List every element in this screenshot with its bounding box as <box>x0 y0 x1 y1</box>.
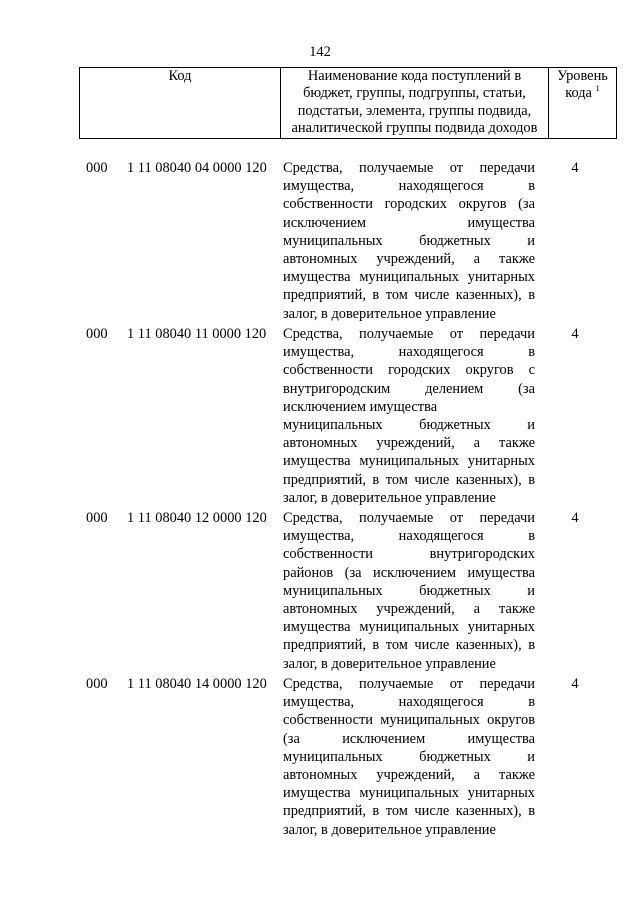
description-line: имущества, находящегося в <box>283 694 535 711</box>
admin-code: 000 <box>86 160 108 176</box>
description-line: автономных учреждений, а также <box>283 435 535 452</box>
header-name-line: аналитической группы подвида доходов <box>291 120 538 137</box>
description-line: залог, в доверительное управление <box>283 655 496 672</box>
description-line: залог, в доверительное управление <box>283 305 496 322</box>
description-line: предприятий, в том числе казенных), в <box>283 471 535 488</box>
description-line: Средства, получаемые от передачи <box>283 676 535 692</box>
code-level: 4 <box>571 326 579 342</box>
description-line: имущества муниципальных унитарных <box>283 619 535 636</box>
header-name-line: подстатьи, элемента, группы подвида, <box>297 102 532 119</box>
header-level-line-2 <box>549 85 616 102</box>
description-line: собственности внутригородских <box>283 546 535 563</box>
description-line: имущества, находящегося в <box>283 344 535 361</box>
description-line: Средства, получаемые от передачи <box>283 160 535 176</box>
header-code-column: Код <box>168 68 192 84</box>
description-line: имущества муниципальных унитарных <box>283 453 535 470</box>
description-line: Средства, получаемые от передачи <box>283 510 535 526</box>
description-line: залог, в доверительное управление <box>283 821 496 838</box>
description-line: (за исключением имущества <box>283 730 535 747</box>
header-level-label: кода <box>565 85 592 102</box>
admin-code: 000 <box>86 510 108 526</box>
budget-classification-code: 1 11 08040 14 0000 120 <box>127 676 267 692</box>
description-line: муниципальных бюджетных и <box>283 232 535 249</box>
description-line: собственности муниципальных округов <box>283 712 535 729</box>
description-line: имущества муниципальных унитарных <box>283 785 535 802</box>
table-header <box>79 67 617 139</box>
page-number: 142 <box>309 44 331 60</box>
description-line: предприятий, в том числе казенных), в <box>283 287 535 304</box>
budget-classification-code: 1 11 08040 11 0000 120 <box>127 326 267 342</box>
description-line: внутригородским делением (за <box>283 380 535 397</box>
description-line: Средства, получаемые от передачи <box>283 326 535 342</box>
description-line: автономных учреждений, а также <box>283 767 535 783</box>
footnote-marker: 1 <box>595 83 600 94</box>
description-line: исключением имущества <box>283 214 535 231</box>
code-level: 4 <box>571 160 579 176</box>
header-name-line: Наименование кода поступлений в <box>307 68 522 84</box>
header-level-column <box>548 68 616 138</box>
code-level: 4 <box>571 676 579 692</box>
description-line: имущества, находящегося в <box>283 528 535 545</box>
header-name-column <box>280 68 548 138</box>
description-line: муниципальных бюджетных и <box>283 417 535 433</box>
description-line: предприятий, в том числе казенных), в <box>283 803 535 820</box>
budget-classification-code: 1 11 08040 12 0000 120 <box>127 510 267 526</box>
description-line: имущества, находящегося в <box>283 178 535 195</box>
description-line: залог, в доверительное управление <box>283 489 496 506</box>
header-level-line: Уровень <box>557 68 608 84</box>
header-name-line: бюджет, группы, подгруппы, статьи, <box>303 85 526 102</box>
description-line: муниципальных бюджетных и <box>283 748 535 765</box>
description-line: собственности городских округов (за <box>283 196 535 213</box>
description-line: исключением имущества <box>283 398 438 415</box>
description-line: районов (за исключением имущества <box>283 564 535 581</box>
budget-classification-code: 1 11 08040 04 0000 120 <box>127 160 267 176</box>
description-line: автономных учреждений, а также <box>283 601 535 617</box>
code-level: 4 <box>571 510 579 526</box>
admin-code: 000 <box>86 326 108 342</box>
description-line: предприятий, в том числе казенных), в <box>283 637 535 654</box>
description-line: муниципальных бюджетных и <box>283 582 535 599</box>
description-line: собственности городских округов с <box>283 362 535 379</box>
description-line: имущества муниципальных унитарных <box>283 269 535 286</box>
admin-code: 000 <box>86 676 108 692</box>
description-line: автономных учреждений, а также <box>283 251 535 267</box>
